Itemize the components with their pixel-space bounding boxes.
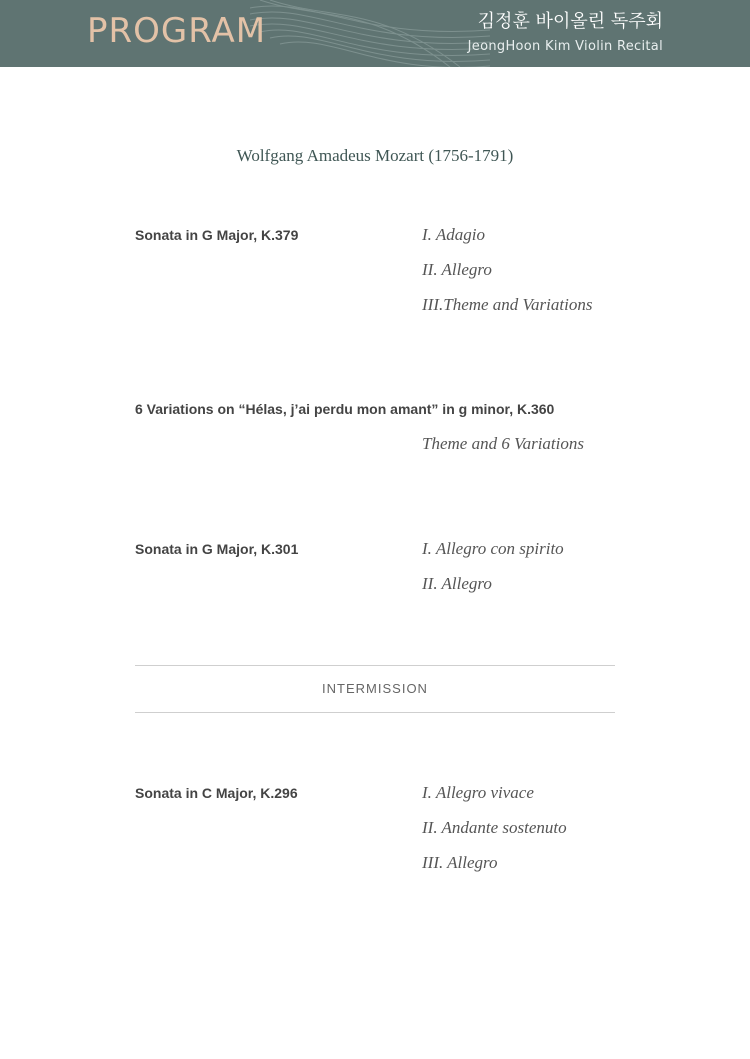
work-title: 6 Variations on “Hélas, j’ai perdu mon amant” in g minor, K.360 [135, 401, 555, 417]
work-title: Sonata in G Major, K.301 [135, 541, 299, 557]
intermission-label: INTERMISSION [322, 681, 428, 696]
movement: I. Allegro vivace [422, 783, 534, 802]
program-header [0, 0, 750, 67]
divider-bottom [135, 712, 615, 713]
movement: III.Theme and Variations [422, 295, 593, 314]
work-title: Sonata in G Major, K.379 [135, 227, 299, 243]
movement: Theme and 6 Variations [422, 434, 584, 453]
movement: II. Allegro [422, 260, 492, 279]
movement: I. Allegro con spirito [422, 539, 564, 558]
movement: III. Allegro [422, 853, 498, 872]
composer-name: Wolfgang Amadeus Mozart (1756-1791) [236, 146, 514, 165]
divider-top [135, 665, 615, 666]
page-title: PROGRAM [87, 11, 267, 51]
recital-title-korean: 김정훈 바이올린 독주회 [477, 11, 663, 32]
recital-title-english: JeongHoon Kim Violin Recital [467, 39, 663, 54]
movement: II. Allegro [422, 574, 492, 593]
work-title: Sonata in C Major, K.296 [135, 785, 298, 801]
wave-decoration [250, 0, 490, 67]
movement: I. Adagio [422, 225, 485, 244]
movement: II. Andante sostenuto [422, 818, 567, 837]
